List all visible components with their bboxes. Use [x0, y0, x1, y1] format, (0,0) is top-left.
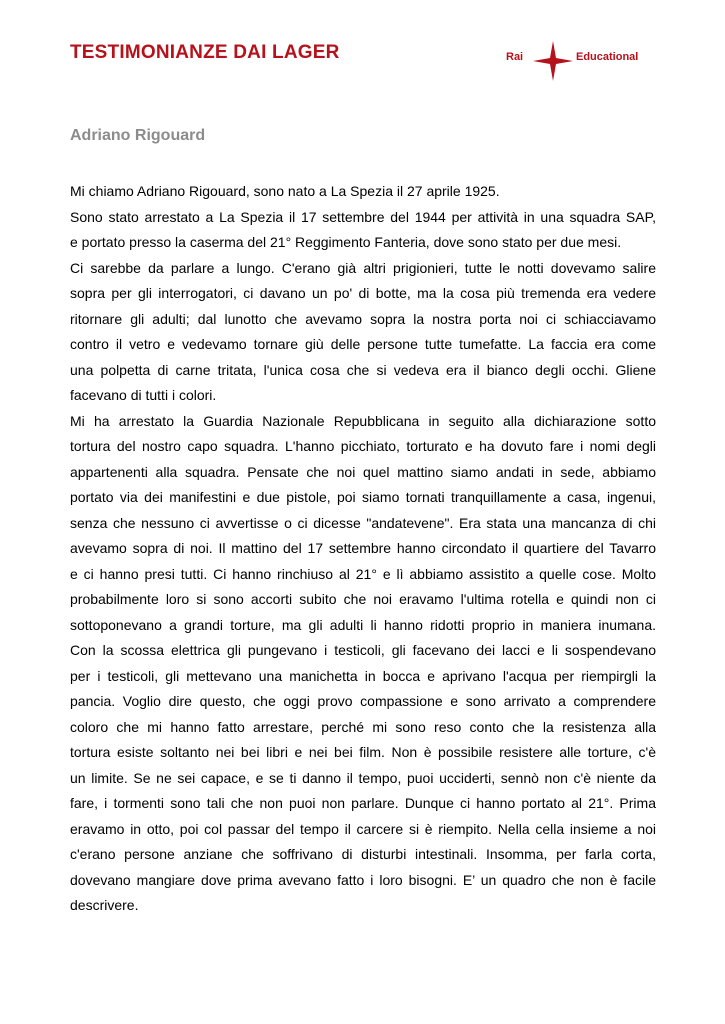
document-title: Adriano Rigouard	[70, 127, 206, 144]
text-line: c'erano persone anziane che soffrivano di disturbi intestinali. Insomma, per farla corta,	[70, 846, 656, 862]
logo-rai-text: Rai	[506, 51, 524, 63]
text-line: descrivere.	[70, 897, 139, 913]
text-line: probabilmente loro si sono accorti subito che noi eravamo l'ultima rotella e quindi non ci	[70, 591, 656, 607]
text-line: e portato presso la caserma del 21° Reggimento Fanteria, dove sono stato per due mesi.	[70, 234, 622, 250]
text-line: coloro che mi hanno fatto arrestare, perché mi sono reso conto che la resistenza alla	[70, 718, 656, 735]
text-line: fare, i tormenti sono tali che non puoi non parlare. Dunque ci hanno portato al 21°. Prima	[70, 795, 656, 811]
text-line: senza che nessuno ci avvertisse o ci dicesse "andatevene". Era stata una mancanza di chi	[70, 514, 656, 531]
text-line: avevamo sopra di noi. Il mattino del 17 settembre hanno circondato il quartiere del Tavarro	[70, 540, 656, 556]
text-line: tortura del nostro capo squadra. L'hanno picchiato, torturato e ha dovuto fare i nomi degli	[70, 438, 656, 454]
text-line: Mi ha arrestato la Guardia Nazionale Repubblicana in seguito alla dichiarazione sotto	[70, 412, 656, 429]
text-line: un limite. Se ne sei capace, e se ti danno il tempo, puoi ucciderti, sennò non c'è niente da	[70, 769, 656, 786]
text-line: dovevano mangiare dove prima avevano fatto i loro bisogni. E’ un quadro che non è facile	[70, 871, 656, 888]
text-line: e ci hanno presi tutti. Ci hanno rinchiuso al 21° e lì abbiamo assistito a quelle cose. Molto	[70, 565, 656, 582]
text-line: ritornare gli adulti; dal lunotto che avevamo sopra la nostra porta noi ci schiacciavamo	[70, 310, 656, 327]
text-line: Ci sarebbe da parlare a lungo. C'erano già altri prigionieri, tutte le notti dovevamo salire	[70, 259, 656, 276]
text-line: Sono stato arrestato a La Spezia il 17 settembre del 1944 per attività in una squadra SAP,	[70, 208, 656, 225]
logo-educational-text: Educational	[576, 51, 639, 63]
header-title: TESTIMONIANZE DAI LAGER	[70, 42, 340, 63]
text-line: eravamo in otto, poi col passar del tempo il carcere si è riempito. Nella cella insieme a noi	[70, 820, 656, 837]
text-line: portato via dei manifestini e due pistole, poi siamo tornati tranquillamente a casa, ingenui,	[70, 489, 656, 505]
text-line: sopra per gli interrogatori, ci davano un po' di botte, ma la cosa più tremenda era vedere	[70, 285, 656, 301]
text-line: appartenenti alla squadra. Pensate che noi quel mattino siamo andati in sede, abbiamo	[70, 463, 656, 480]
text-line: tortura esiste soltanto nei bei libri e nei bei film. Non è possibile resistere alle torture, c'è	[70, 744, 656, 760]
text-line: Con la scossa elettrica gli pungevano i testicoli, gli facevano dei lacci e li sospendevano	[70, 642, 656, 658]
rai-educational-logo	[506, 40, 656, 82]
text-line: per i testicoli, gli mettevano una manichetta in bocca e aprivano l'acqua per riempirgli la	[70, 667, 656, 684]
text-line: pancia. Voglio dire questo, che oggi provo compassione e sono arrivato a comprendere	[70, 693, 656, 709]
text-line: Mi chiamo Adriano Rigouard, sono nato a La Spezia il 27 aprile 1925.	[70, 183, 500, 199]
testimony-text	[70, 179, 656, 919]
text-line: facevano di tutti i colori.	[70, 387, 217, 403]
rai-star-icon	[532, 40, 574, 82]
text-line: sottoponevano a grandi torture, ma gli adulti li hanno ridotti proprio in maniera inumana.	[70, 616, 656, 633]
text-line: contro il vetro e vedevamo tornare giù delle persone tutte tumefatte. La faccia era come	[70, 336, 656, 352]
text-line: una polpetta di carne tritata, l'unica cosa che si vedeva era il bianco degli occhi. Gliene	[70, 361, 656, 378]
